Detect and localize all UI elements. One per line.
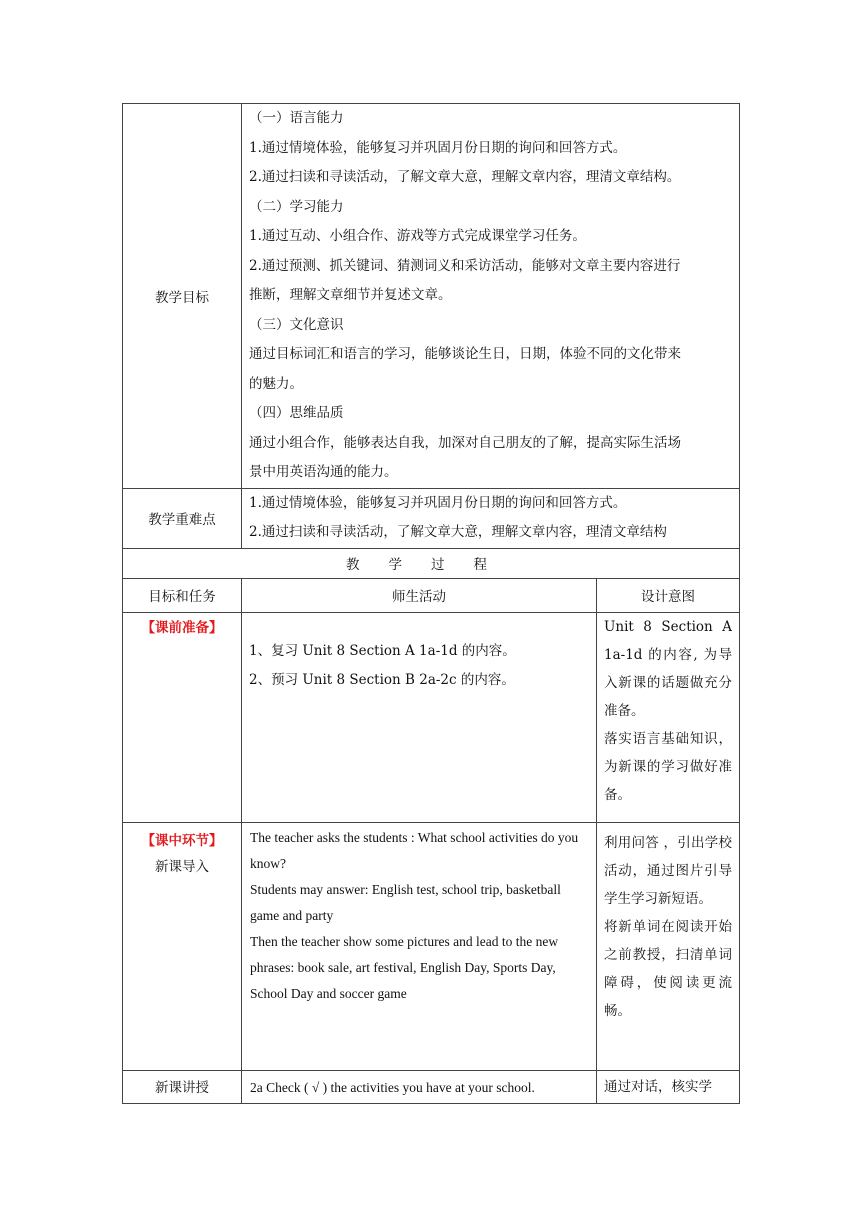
lesson-plan-table [122,103,740,1104]
goals-label: 教学目标 [123,104,242,489]
intent-paragraph: 利用问答 ，引出学校活动，通过图片引导学生学习新短语。 [604,834,732,907]
goals-line: 的魅力。 [249,375,303,392]
goals-content [242,104,740,489]
in-class-row [123,822,740,1070]
goals-line: 推断，理解文章细节并复述文章。 [249,287,452,303]
activity-line: 2、预习 Unit 8 Section B 2a-2c 的内容。 [249,671,515,688]
new-lesson-label: 新课讲授 [123,1070,242,1103]
in-class-tag: 【课中环节】 [141,832,223,849]
in-class-activities [242,822,597,1070]
goals-line: 1.通过互动、小组合作、游戏等方式完成课堂学习任务。 [249,228,586,244]
pre-class-intent [597,612,740,822]
activity-paragraph: Students may answer: English test, school trip, basketball game and party [250,881,561,923]
keypoints-label: 教学重难点 [123,488,242,548]
goals-row [123,104,740,489]
goals-line: 景中用英语沟通的能力。 [249,464,398,480]
activity-paragraph: The teacher asks the students : What school activities do you know? [250,829,579,871]
keypoints-line: 1.通过情境体验，能够复习并巩固月份日期的询问和回答方式。 [249,494,627,511]
intent-paragraph: Unit 8 Section A 1a-1d 的内容, 为导入新课的话题做充分准备。 [604,618,732,719]
keypoints-line: 2.通过扫读和寻读活动，了解文章大意，理解文章内容，理清文章结构 [249,524,667,540]
goals-line: （三）文化意识 [249,316,344,333]
pre-class-cell [123,612,242,822]
goals-line: 通过小组合作，能够表达自我，加深对自己朋友的了解，提高实际生活场 [249,434,681,451]
pre-class-activities [242,612,597,822]
in-class-cell [123,822,242,1070]
new-lesson-intent: 通过对话，核实学 [597,1070,740,1103]
process-title-row [123,548,740,578]
in-class-intent [597,822,740,1070]
activity-line: 1、复习 Unit 8 Section A 1a-1d 的内容。 [249,642,516,659]
col-header-goals: 目标和任务 [123,578,242,612]
col-header-activities: 师生活动 [242,578,597,612]
intent-paragraph: 将新单词在阅读开始之前教授，扫清单词障碍，使阅读更流畅。 [604,918,732,1019]
goals-line: （二）学习能力 [249,198,344,215]
goals-line: （一）语言能力 [249,110,344,126]
intent-paragraph: 落实语言基础知识，为新课的学习做好准备。 [604,730,732,803]
goals-line: 通过目标词汇和语言的学习，能够谈论生日，日期，体验不同的文化带来 [249,346,681,362]
goals-line: 1.通过情境体验，能够复习并巩固月份日期的询问和回答方式。 [249,139,627,156]
pre-class-row [123,612,740,822]
goals-line: 2.通过扫读和寻读活动，了解文章大意，理解文章内容，理清文章结构。 [249,169,681,185]
col-header-intent: 设计意图 [597,578,740,612]
goals-line: 2.通过预测、抓关键词、猜测词义和采访活动，能够对文章主要内容进行 [249,257,681,274]
keypoints-content [242,488,740,548]
keypoints-row [123,488,740,548]
new-lesson-row [123,1070,740,1103]
column-header-row [123,578,740,612]
new-lesson-activity: 2a Check ( √ ) the activities you have at your school. [242,1070,597,1103]
process-title: 教学过程 [123,548,740,578]
activity-paragraph: Then the teacher show some pictures and lead to the new phrases: book sale, art festival, English Day, Sports Day, School Day and soccer game [250,933,559,1001]
in-class-sub-label: 新课导入 [155,858,209,875]
goals-line: （四）思维品质 [249,405,344,421]
pre-class-tag: 【课前准备】 [141,619,223,636]
